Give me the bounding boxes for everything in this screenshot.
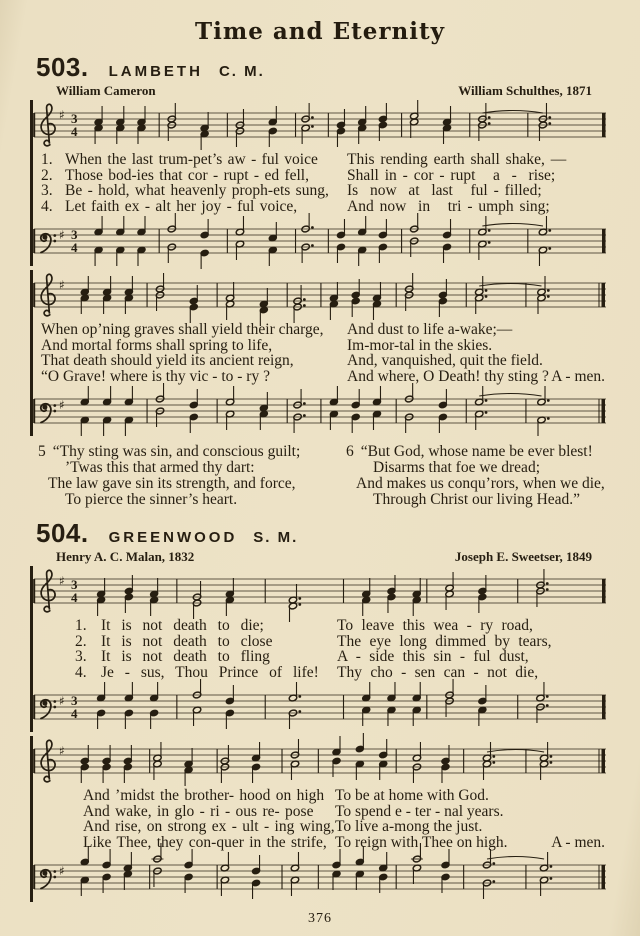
amen-text <box>605 819 613 835</box>
author-credit: Henry A. C. Malan, 1832 <box>56 549 195 564</box>
hymn-503-header <box>36 52 640 83</box>
verse-5 <box>38 444 330 508</box>
svg-text:3: 3 <box>71 577 78 592</box>
lyric-phrase: That death should yield its ancient reign, <box>41 352 294 369</box>
svg-text:3: 3 <box>71 111 78 126</box>
verse-line <box>38 444 330 460</box>
verse-6 <box>330 444 606 508</box>
lyric-phrase: And, vanquished, quit the field. <box>347 352 543 369</box>
hymn-tune-name: LAMBETH <box>108 63 203 80</box>
verse-number: 2. <box>75 632 87 650</box>
lyric-phrase: Let faith ex - alt her joy - ful voice, <box>65 197 298 215</box>
lyric-line <box>41 819 613 835</box>
amen-text <box>605 338 613 354</box>
lyric-phrase: Be - hold, what heavenly proph-ets sung, <box>65 182 329 199</box>
lyric-phrase: And ’midst the brother- hood on high <box>83 787 325 804</box>
lyrics-block <box>33 150 613 216</box>
verse-line: Through Christ our living Head.” <box>373 491 581 508</box>
lyric-phrase: Those bod-ies that cor - rupt - ed fell, <box>65 166 309 184</box>
music-system-504-1 <box>30 566 613 732</box>
lyric-phrase: This rending earth shall shake, — <box>347 151 567 168</box>
svg-text:3: 3 <box>71 693 78 708</box>
lyric-phrase: And now in tri - umph sing; <box>347 197 550 215</box>
svg-text:♯: ♯ <box>59 864 65 878</box>
lyric-phrase: And wake, in glo - ri - ous re- pose <box>83 802 314 820</box>
svg-text:3: 3 <box>71 227 78 242</box>
treble-staff <box>33 100 609 150</box>
hymn-503 <box>0 52 640 508</box>
svg-text:4: 4 <box>71 240 78 255</box>
lyric-line <box>41 152 613 168</box>
lyric-phrase: To live a-mong the just. <box>335 818 483 835</box>
amen-text <box>605 788 613 804</box>
verse-number: 3. <box>41 182 53 199</box>
verse-number: 4. <box>41 197 53 215</box>
verse-number: 1. <box>41 151 53 168</box>
lyric-phrase: To be at home with God. <box>335 787 489 804</box>
lyric-line <box>41 199 613 215</box>
lyric-phrase: When op’ning graves shall yield their charge, <box>41 321 324 338</box>
verse-number: 2. <box>41 166 53 184</box>
lyric-phrase: Je - sus, Thou Prince of life! <box>101 663 319 681</box>
hymn-number: 504. <box>36 518 89 548</box>
amen-text <box>605 804 613 820</box>
hymn-meter: C. M. <box>218 63 265 80</box>
lyric-line <box>41 168 613 184</box>
lyric-phrase: Im-mor-tal in the skies. <box>347 336 493 354</box>
amen-text <box>605 322 613 338</box>
bass-staff <box>33 852 609 902</box>
lyrics-block <box>33 320 613 386</box>
verse-text: “Thy sting was sin, and conscious guilt; <box>52 443 301 460</box>
verse-number: 4. <box>75 663 87 681</box>
lyric-phrase: Is now at last ful - filled; <box>347 182 542 199</box>
svg-text:♯: ♯ <box>59 278 65 292</box>
lyrics-block <box>33 616 613 682</box>
hymn-504-header <box>36 518 640 549</box>
verse-line: And makes us conqu’rors, when we die, <box>356 475 605 492</box>
svg-text:♯: ♯ <box>59 694 65 708</box>
lyric-phrase: Shall in - cor - rupt a - rise; <box>347 166 556 184</box>
lyric-line <box>41 338 613 354</box>
svg-text:♯: ♯ <box>59 744 65 758</box>
author-credit: William Cameron <box>56 83 156 98</box>
svg-text:♯: ♯ <box>59 574 65 588</box>
lyric-line <box>41 665 613 681</box>
verse-line: To pierce the sinner’s heart. <box>65 491 238 508</box>
lyric-line <box>41 183 613 199</box>
bass-staff <box>33 216 609 266</box>
lyric-line <box>41 788 613 804</box>
lyric-line <box>41 649 613 665</box>
lyric-phrase: And rise, on strong ex - ult - ing wing, <box>83 818 335 835</box>
composer-credit: Joseph E. Sweetser, 1849 <box>454 549 592 564</box>
lyric-line <box>41 322 613 338</box>
lyric-line <box>41 618 613 634</box>
verse-number: 5 <box>38 443 46 460</box>
bass-staff <box>33 682 609 732</box>
lyric-phrase: And where, O Death! thy sting ? <box>347 367 549 385</box>
svg-text:♯: ♯ <box>59 108 65 122</box>
amen-text: A - men. <box>551 367 605 385</box>
treble-staff <box>33 736 609 786</box>
lyric-phrase: It is not death to die; <box>101 617 264 634</box>
lyric-phrase: It is not death to close <box>101 632 273 650</box>
hymn-503-credits <box>56 83 592 99</box>
music-system-504-2 <box>30 736 613 902</box>
hymn-tune-name: GREENWOOD <box>108 529 238 546</box>
lyric-line <box>41 369 613 385</box>
verse-number: 3. <box>75 648 87 665</box>
lyrics-block <box>33 786 613 852</box>
lyric-phrase: And mortal forms shall spring to life, <box>41 336 273 354</box>
amen-text <box>605 353 613 369</box>
lyric-line <box>41 804 613 820</box>
svg-text:♯: ♯ <box>59 228 65 242</box>
verse-number: 1. <box>75 617 87 634</box>
treble-staff <box>33 566 609 616</box>
lyric-phrase: “O Grave! where is thy vic - to - ry ? <box>41 367 270 385</box>
lyric-phrase: To spend e - ter - nal years. <box>335 802 504 820</box>
lyric-phrase: And dust to life a-wake;— <box>347 321 513 338</box>
lyric-phrase: When the last trum-pet’s aw - ful voice <box>65 151 318 168</box>
treble-staff <box>33 270 609 320</box>
verse-line <box>346 444 606 460</box>
bass-staff <box>33 386 609 436</box>
verse-line: The law gave sin its strength, and force, <box>48 475 296 492</box>
amen-text: A - men. <box>551 833 605 851</box>
svg-text:4: 4 <box>71 124 78 139</box>
lyric-phrase: Thy cho - sen can - not die, <box>337 663 539 681</box>
composer-credit: William Schulthes, 1871 <box>458 83 592 98</box>
page-number: 376 <box>308 911 332 926</box>
verse-text: “But God, whose name be ever blest! <box>360 443 593 460</box>
hymn-meter: S. M. <box>253 529 299 546</box>
verse-line: Disarms that foe we dread; <box>373 459 540 476</box>
lyric-phrase: Like Thee, they con-quer in the strife, <box>83 833 327 851</box>
hymn-number: 503. <box>36 52 89 82</box>
verse-line: ’Twas this that armed thy dart: <box>65 459 255 476</box>
lyric-phrase: A - side this sin - ful dust, <box>337 648 529 665</box>
page-title: Time and Eternity <box>195 18 445 45</box>
lyric-line <box>41 835 613 851</box>
music-system-503-2 <box>30 270 613 436</box>
music-system-503-1 <box>30 100 613 266</box>
lyric-phrase: The eye long dimmed by tears, <box>337 632 552 650</box>
lyric-line <box>41 353 613 369</box>
hymn-504-credits <box>56 549 592 565</box>
lyric-phrase: To leave this wea - ry road, <box>337 617 533 634</box>
svg-text:4: 4 <box>71 590 78 605</box>
lyric-line <box>41 634 613 650</box>
extra-verses <box>38 444 606 508</box>
svg-text:♯: ♯ <box>59 398 65 412</box>
lyric-phrase: It is not death to fling <box>101 648 270 665</box>
lyric-phrase: To reign with Thee on high. <box>335 833 508 851</box>
svg-text:4: 4 <box>71 706 78 721</box>
verse-number: 6 <box>346 443 354 460</box>
hymn-504 <box>0 518 640 902</box>
